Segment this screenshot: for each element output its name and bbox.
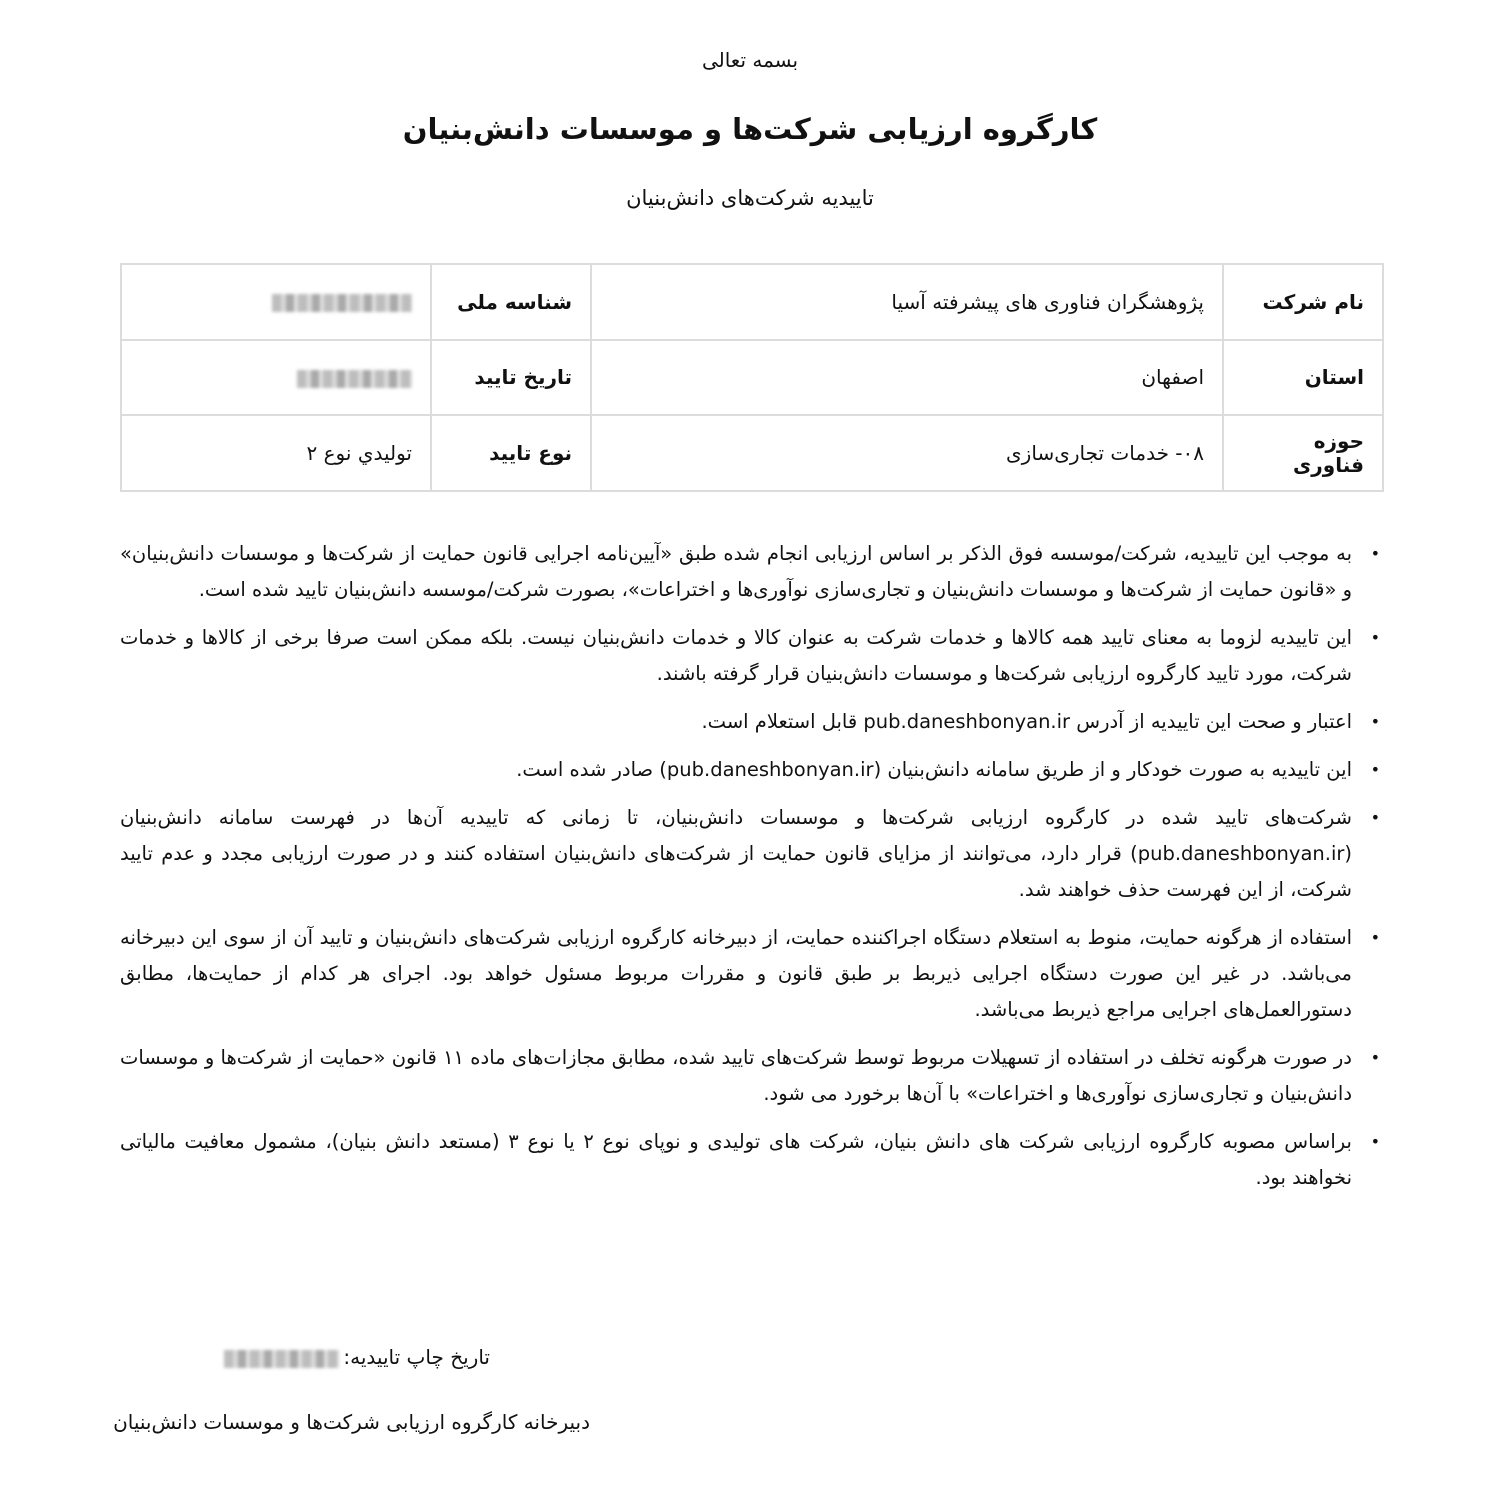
- note-text: شرکت‌های تایید شده در کارگروه ارزیابی شرکت‌ها و موسسات دانش‌بنیان، تا زمانی که تاییدیه آن‌ها در فهرست سامانه دانش‌بنیان (pub.daneshbonyan.ir) قرار دارد، می‌توانند از مزایای قانون حمایت از شرکت‌های دانش‌بنیان استفاده کنند و در صورت ارزیابی مجدد و عدم تایید شرکت، از این فهرست حذف خواهند شد.: [120, 806, 1352, 901]
- list-item: [120, 1040, 1382, 1112]
- print-date: [190, 1345, 490, 1369]
- print-date-label: تاریخ چاپ تاییدیه:: [343, 1345, 490, 1369]
- approval-type-value: توليدي نوع ۲: [121, 415, 431, 491]
- approval-date-label: تاریخ تایید: [431, 340, 591, 416]
- bullet-icon: •: [1370, 1132, 1380, 1151]
- list-item: [120, 920, 1382, 1028]
- approval-date-value: [121, 340, 431, 416]
- approval-type-label: نوع تایید: [431, 415, 591, 491]
- table-row: [121, 415, 1383, 491]
- note-text: براساس مصوبه کارگروه ارزیابی شرکت های دانش بنیان، شرکت های تولیدی و نوپای نوع ۲ یا نوع ۳ (مستعد دانش بنیان)، مشمول معافیت مالیاتی نخواهند بود.: [120, 1130, 1352, 1189]
- national-id-label: شناسه ملی: [431, 264, 591, 340]
- note-text: این تاییدیه به صورت خودکار و از طریق سامانه دانش‌بنیان (pub.daneshbonyan.ir) صادر شده است.: [516, 758, 1352, 781]
- list-item: [120, 704, 1382, 740]
- bullet-icon: •: [1370, 808, 1380, 827]
- table-row: [121, 264, 1383, 340]
- note-text: به موجب این تاییدیه، شرکت/موسسه فوق الذکر بر اساس ارزیابی انجام شده طبق «آیین‌نامه اجرایی قانون حمایت از شرکت‌ها و موسسات دانش‌بنیان» و «قانون حمایت از شرکت‌ها و موسسات دانش‌بنیان و تجاری‌سازی نوآوری‌ها و اختراعات»، بصورت شرکت/موسسه دانش‌بنیان تایید شده است.: [120, 542, 1352, 601]
- bullet-icon: •: [1370, 760, 1380, 779]
- bullet-icon: •: [1370, 928, 1380, 947]
- province-value: اصفهان: [591, 340, 1223, 416]
- page-subtitle: تاییدیه شرکت‌های دانش‌بنیان: [626, 186, 874, 210]
- bullet-icon: •: [1370, 712, 1380, 731]
- redacted-national-id: [272, 294, 412, 312]
- national-id-value: [121, 264, 431, 340]
- company-info-table: [120, 263, 1384, 492]
- note-text: اعتبار و صحت این تاییدیه از آدرس pub.daneshbonyan.ir قابل استعلام است.: [701, 710, 1352, 733]
- list-item: [120, 620, 1382, 692]
- company-name-label: نام شرکت: [1223, 264, 1383, 340]
- province-label: استان: [1223, 340, 1383, 416]
- notes-list: [120, 536, 1382, 1208]
- secretariat-signature: دبیرخانه کارگروه ارزیابی شرکت‌ها و موسسات دانش‌بنیان: [113, 1410, 590, 1434]
- list-item: [120, 1124, 1382, 1196]
- table-row: [121, 340, 1383, 416]
- redacted-approval-date: [297, 370, 412, 388]
- list-item: [120, 800, 1382, 908]
- list-item: [120, 752, 1382, 788]
- tech-field-label: حوزه فناوری: [1223, 415, 1383, 491]
- bullet-icon: •: [1370, 544, 1380, 563]
- list-item: [120, 536, 1382, 608]
- page-title: کارگروه ارزیابی شرکت‌ها و موسسات دانش‌بنیان: [402, 112, 1098, 146]
- note-text: این تاییدیه لزوما به معنای تایید همه کالاها و خدمات شرکت به عنوان کالا و خدمات دانش‌بنیان نیست. بلکه ممکن است صرفا برخی از کالاها و خدمات شرکت، مورد تایید کارگروه ارزیابی شرکت‌ها و موسسات دانش‌بنیان قرار گرفته باشند.: [120, 626, 1352, 685]
- bullet-icon: •: [1370, 1048, 1380, 1067]
- bullet-icon: •: [1370, 628, 1380, 647]
- company-name-value: پژوهشگران فناوری های پیشرفته آسیا: [591, 264, 1223, 340]
- redacted-print-date: [224, 1350, 339, 1368]
- basmala: بسمه تعالی: [701, 48, 799, 72]
- note-text: در صورت هرگونه تخلف در استفاده از تسهیلات مربوط توسط شرکت‌های تایید شده، مطابق مجازات‌های ماده ۱۱ قانون «حمایت از شرکت‌ها و موسسات دانش‌بنیان و تجاری‌سازی نوآوری‌ها و اختراعات» با آن‌ها برخورد می شود.: [120, 1046, 1352, 1105]
- tech-field-value: ۰۸- خدمات تجاری‌سازی: [591, 415, 1223, 491]
- note-text: استفاده از هرگونه حمایت، منوط به استعلام دستگاه اجراکننده حمایت، از دبیرخانه کارگروه ارزیابی شرکت‌های دانش‌بنیان و تایید آن از سوی این دبیرخانه می‌باشد. در غیر این صورت دستگاه اجرایی ذیربط بر طبق قانون و مقررات مربوط مسئول خواهد بود. اجرای هر کدام از حمایت‌ها، مطابق دستورالعمل‌های اجرایی مراجع ذیربط می‌باشد.: [120, 926, 1352, 1021]
